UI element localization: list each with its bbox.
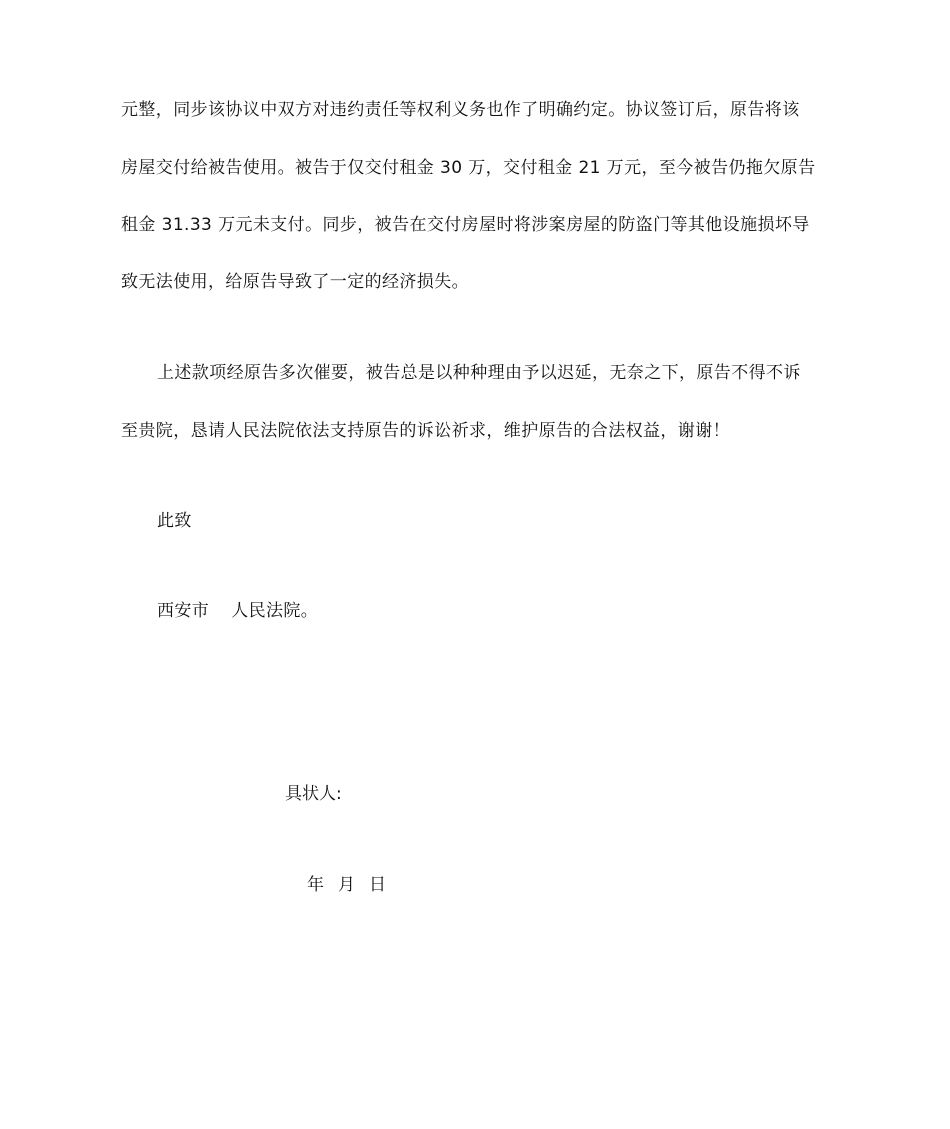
paragraph1-line3: 租金 31.33 万元未支付。同步，被告在交付房屋时将涉案房屋的防盗门等其他设施损坏导 <box>121 215 810 235</box>
date-year: 年 <box>307 875 324 895</box>
recipient-city: 西安市 <box>157 601 210 621</box>
paragraph2-line2: 至贵院，恳请人民法院依法支持原告的诉讼祈求，维护原告的合法权益，谢谢！ <box>121 421 730 441</box>
paragraph1-line4: 致无法使用，给原告导致了一定的经济损失。 <box>121 272 469 292</box>
recipient-court <box>157 599 318 623</box>
signer-label: 具状人: <box>285 784 342 804</box>
date-day: 日 <box>369 875 386 895</box>
salutation: 此致 <box>157 511 192 531</box>
recipient-court-name: 人民法院。 <box>231 601 319 621</box>
paragraph2-line1: 上述款项经原告多次催要，被告总是以种种理由予以迟延，无奈之下，原告不得不诉 <box>157 363 801 383</box>
date-line <box>307 873 386 897</box>
paragraph1-line1: 元整，同步该协议中双方对违约责任等权利义务也作了明确约定。协议签订后，原告将该 <box>121 100 800 120</box>
paragraph1-line2: 房屋交付给被告使用。被告于仅交付租金 30 万，交付租金 21 万元，至今被告仍拖欠原告 <box>121 158 816 178</box>
date-month: 月 <box>338 875 355 895</box>
